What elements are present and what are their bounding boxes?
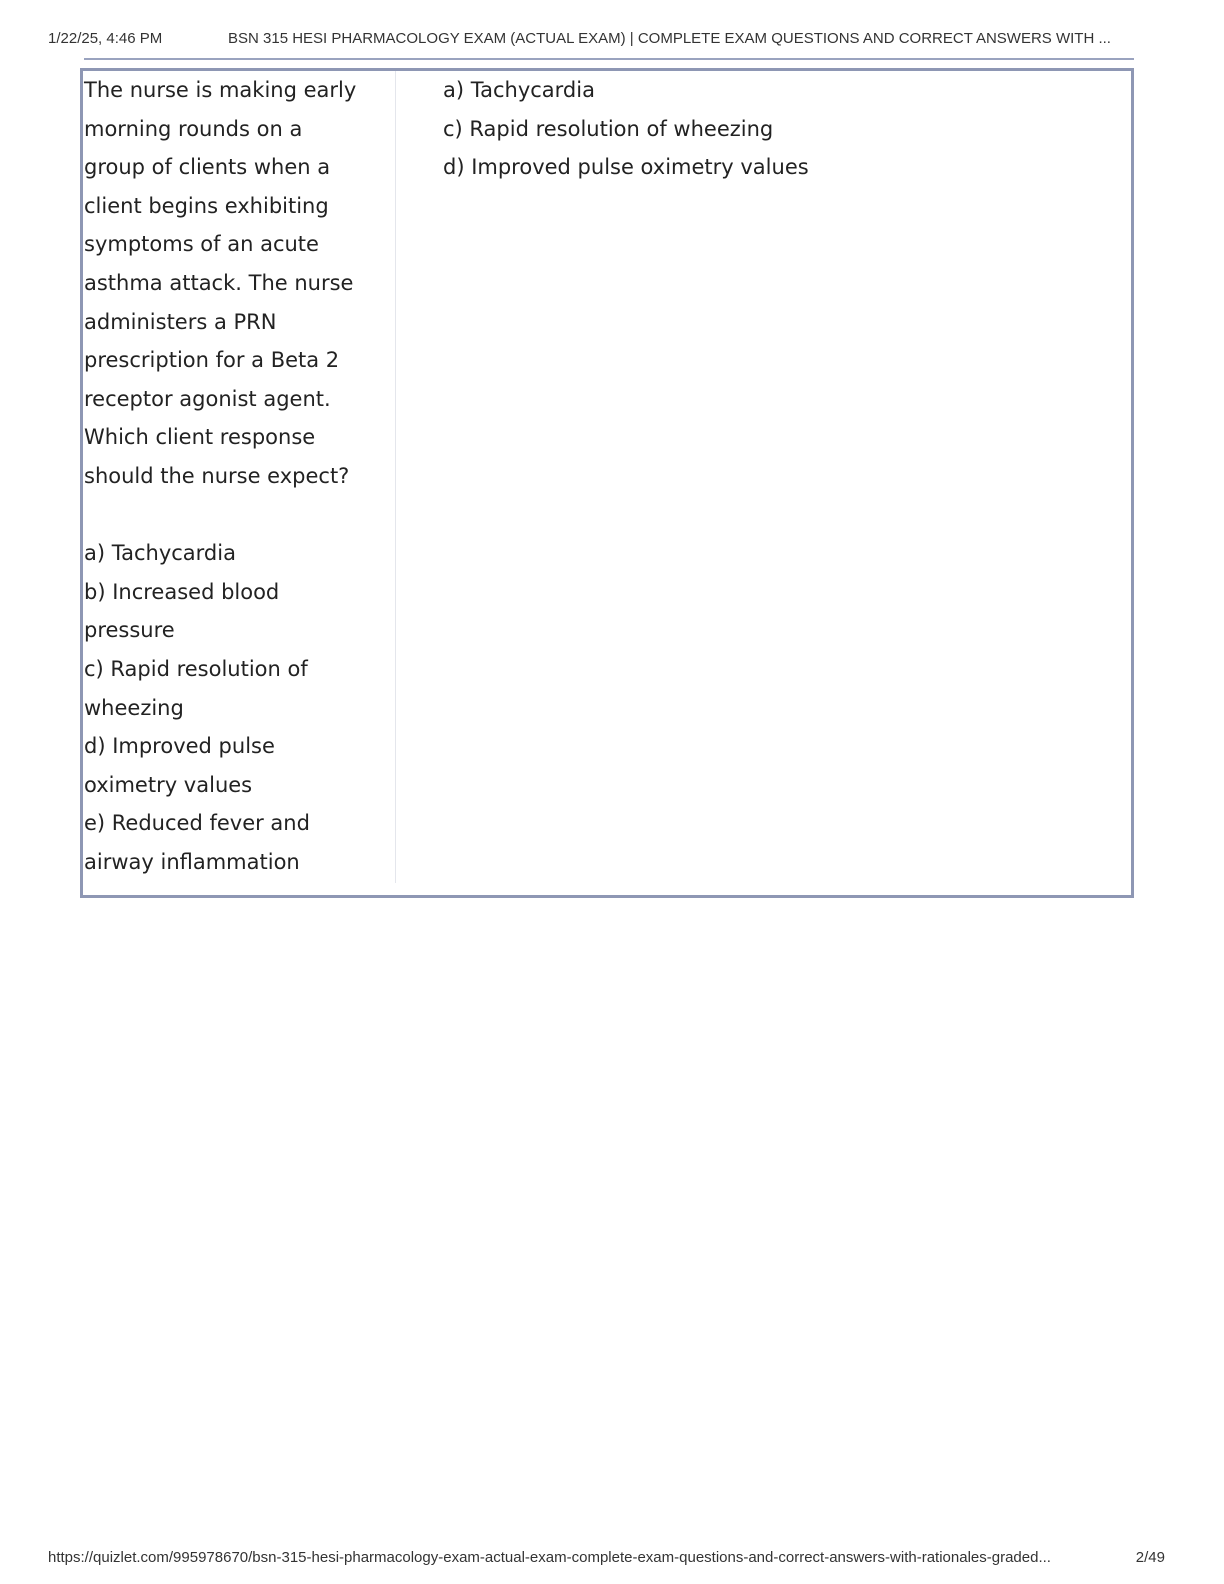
option-line: oximetry values <box>84 772 253 797</box>
option-line: d) Improved pulse <box>84 734 275 759</box>
option-line: airway inflammation <box>84 849 300 874</box>
term-line: should the nurse expect? <box>84 463 350 488</box>
answer-line: a) Tachycardia <box>443 78 595 102</box>
page-number: 2/49 <box>1135 1549 1165 1566</box>
print-footer <box>48 1549 1178 1569</box>
header-divider <box>84 58 1134 60</box>
answer-line: d) Improved pulse oximetry values <box>443 155 809 180</box>
flashcard <box>80 68 1134 898</box>
print-header <box>48 30 1178 50</box>
term-line: symptoms of an acute <box>84 232 319 257</box>
term-line: Which client response <box>84 425 316 450</box>
document-title: BSN 315 HESI PHARMACOLOGY EXAM (ACTUAL EXAM) | COMPLETE EXAM QUESTIONS AND CORRECT ANSWERS WITH ... <box>228 30 1111 47</box>
term-line: prescription for a Beta 2 <box>84 348 340 373</box>
term-column <box>83 71 396 883</box>
term-line: administers a PRN <box>84 309 277 334</box>
option-line: wheezing <box>84 695 184 720</box>
option-line: a) Tachycardia <box>84 541 236 566</box>
answer-line: c) Rapid resolution of wheezing <box>443 116 774 141</box>
term-line: The nurse is making early <box>84 78 357 102</box>
definition-column <box>443 71 1123 187</box>
print-datetime: 1/22/25, 4:46 PM <box>48 30 163 47</box>
spacer <box>83 496 395 535</box>
term-line: receptor agonist agent. <box>84 386 331 411</box>
source-url: https://quizlet.com/995978670/bsn-315-hesi-pharmacology-exam-actual-exam-complete-exam-questions-and-correct-answers-with-rationales-graded... <box>48 1549 1051 1566</box>
term-line: client begins exhibiting <box>84 193 329 218</box>
option-line: c) Rapid resolution of <box>84 656 308 681</box>
option-line: pressure <box>84 618 175 643</box>
term-line: group of clients when a <box>84 155 331 180</box>
option-line: e) Reduced fever and <box>84 811 310 836</box>
term-line: morning rounds on a <box>84 116 303 141</box>
option-line: b) Increased blood <box>84 579 280 604</box>
term-line: asthma attack. The nurse <box>84 270 354 295</box>
